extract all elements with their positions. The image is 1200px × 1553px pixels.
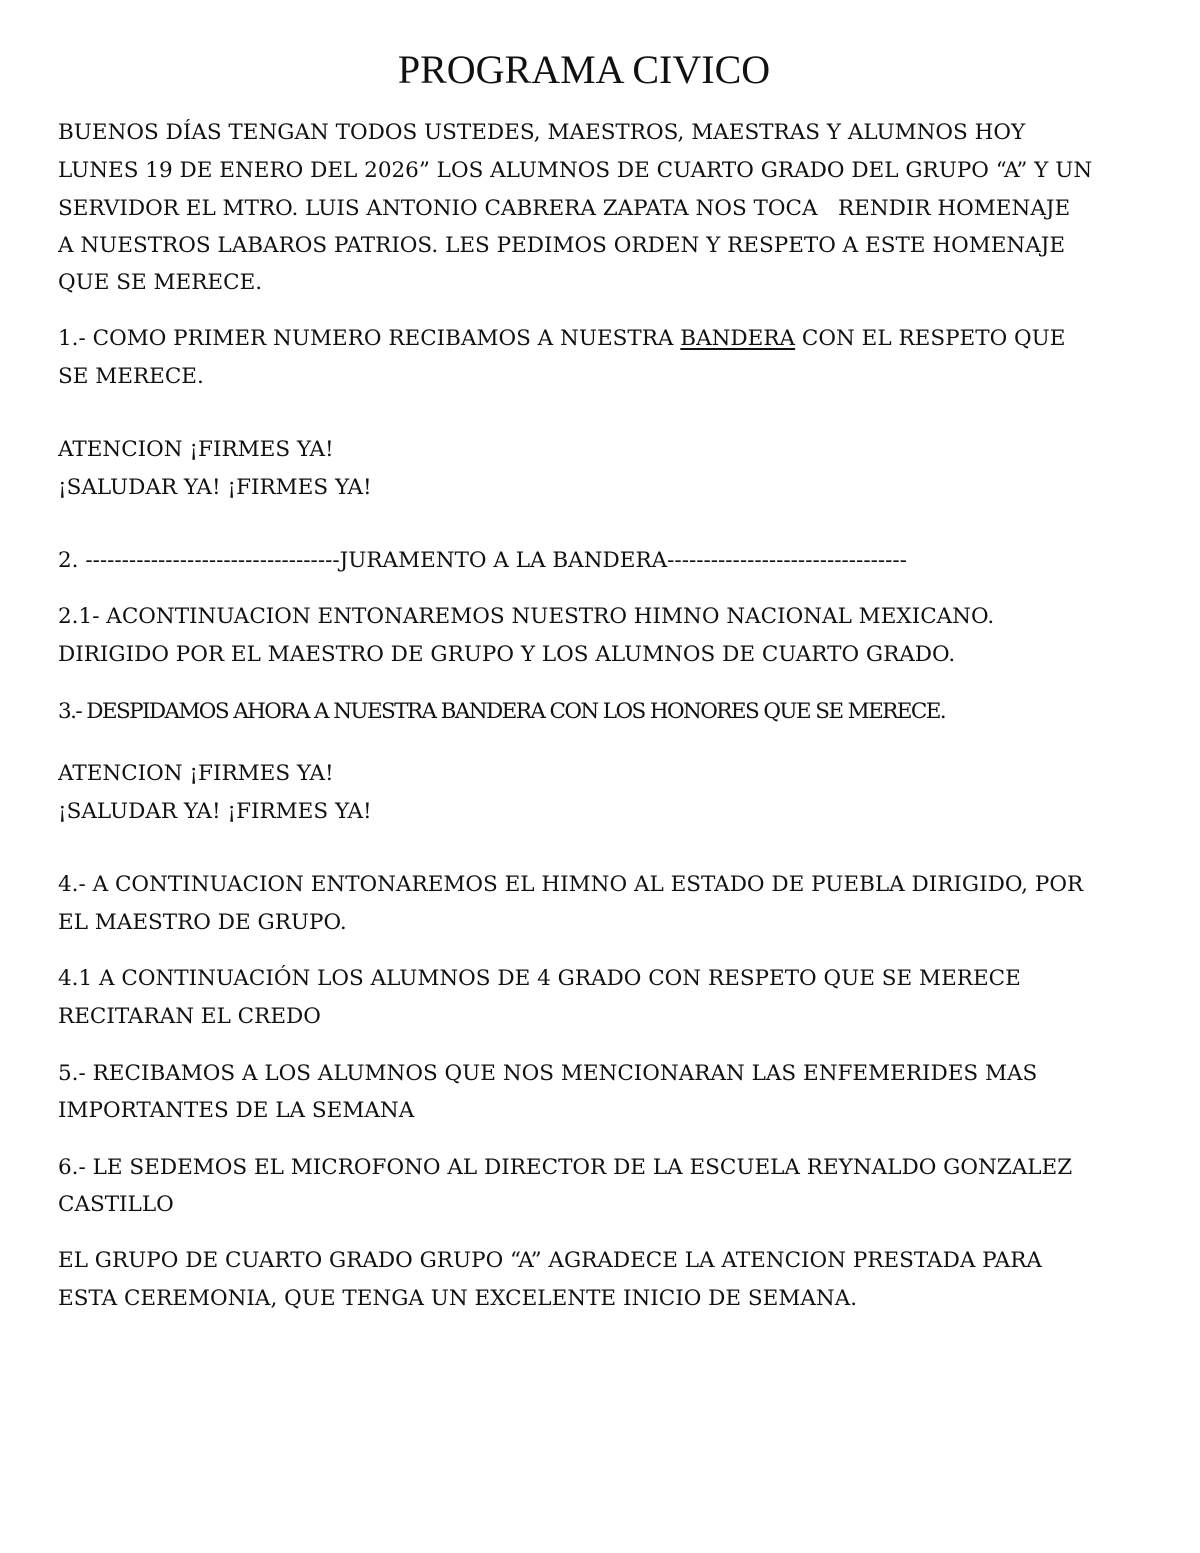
item-4-1-line-2: RECITARAN EL CREDO bbox=[58, 1004, 321, 1029]
commands-2-line-1: ATENCION ¡FIRMES YA! bbox=[58, 761, 334, 786]
intro-line-2: LUNES 19 DE ENERO DEL 2026” LOS ALUMNOS DE CUARTO GRADO DEL GRUPO “A” Y UN bbox=[58, 158, 1093, 183]
commands-2-line-2: ¡SALUDAR YA! ¡FIRMES YA! bbox=[58, 799, 372, 824]
item-1-line-1 bbox=[58, 324, 1065, 354]
commands-1-line-2: ¡SALUDAR YA! ¡FIRMES YA! bbox=[58, 475, 372, 500]
intro-line-3: SERVIDOR EL MTRO. LUIS ANTONIO CABRERA ZAPATA NOS TOCA RENDIR HOMENAJE bbox=[58, 196, 1071, 221]
item-1-prefix: 1.- COMO PRIMER NUMERO RECIBAMOS A NUESTRA bbox=[58, 326, 681, 351]
intro-line-1: BUENOS DÍAS TENGAN TODOS USTEDES, MAESTROS, MAESTRAS Y ALUMNOS HOY bbox=[58, 120, 1026, 145]
item-3: 3.- DESPIDAMOS AHORA A NUESTRA BANDERA CON LOS HONORES QUE SE MERECE. bbox=[58, 699, 946, 724]
item-5-line-2: IMPORTANTES DE LA SEMANA bbox=[58, 1098, 415, 1123]
page-title: PROGRAMA CIVICO bbox=[397, 47, 771, 92]
commands-1-line-1: ATENCION ¡FIRMES YA! bbox=[58, 437, 334, 462]
closing-line-2: ESTA CEREMONIA, QUE TENGA UN EXCELENTE INICIO DE SEMANA. bbox=[58, 1286, 858, 1311]
item-4-1-line-1: 4.1 A CONTINUACIÓN LOS ALUMNOS DE 4 GRADO CON RESPETO QUE SE MERECE bbox=[58, 966, 1021, 991]
item-6-line-2: CASTILLO bbox=[58, 1192, 174, 1217]
item-2-1-line-2: DIRIGIDO POR EL MAESTRO DE GRUPO Y LOS ALUMNOS DE CUARTO GRADO. bbox=[58, 642, 956, 667]
item-2-juramento: 2. -----------------------------------JURAMENTO A LA BANDERA--------------------------------- bbox=[58, 548, 907, 573]
item-1-line-2: SE MERECE. bbox=[58, 364, 204, 389]
item-4-line-2: EL MAESTRO DE GRUPO. bbox=[58, 910, 347, 935]
intro-line-5: QUE SE MERECE. bbox=[58, 270, 263, 295]
item-1-suffix: CON EL RESPETO QUE bbox=[795, 326, 1066, 351]
item-2-1-line-1: 2.1- ACONTINUACION ENTONAREMOS NUESTRO HIMNO NACIONAL MEXICANO. bbox=[58, 604, 995, 629]
item-4-line-1: 4.- A CONTINUACION ENTONAREMOS EL HIMNO AL ESTADO DE PUEBLA DIRIGIDO, POR bbox=[58, 872, 1084, 897]
item-5-line-1: 5.- RECIBAMOS A LOS ALUMNOS QUE NOS MENCIONARAN LAS ENFEMERIDES MAS bbox=[58, 1061, 1038, 1086]
item-6-line-1: 6.- LE SEDEMOS EL MICROFONO AL DIRECTOR DE LA ESCUELA REYNALDO GONZALEZ bbox=[58, 1155, 1073, 1180]
bandera-underlined: BANDERA bbox=[680, 326, 796, 351]
closing-line-1: EL GRUPO DE CUARTO GRADO GRUPO “A” AGRADECE LA ATENCION PRESTADA PARA bbox=[58, 1248, 1042, 1273]
intro-line-4: A NUESTROS LABAROS PATRIOS. LES PEDIMOS ORDEN Y RESPETO A ESTE HOMENAJE bbox=[58, 233, 1066, 258]
